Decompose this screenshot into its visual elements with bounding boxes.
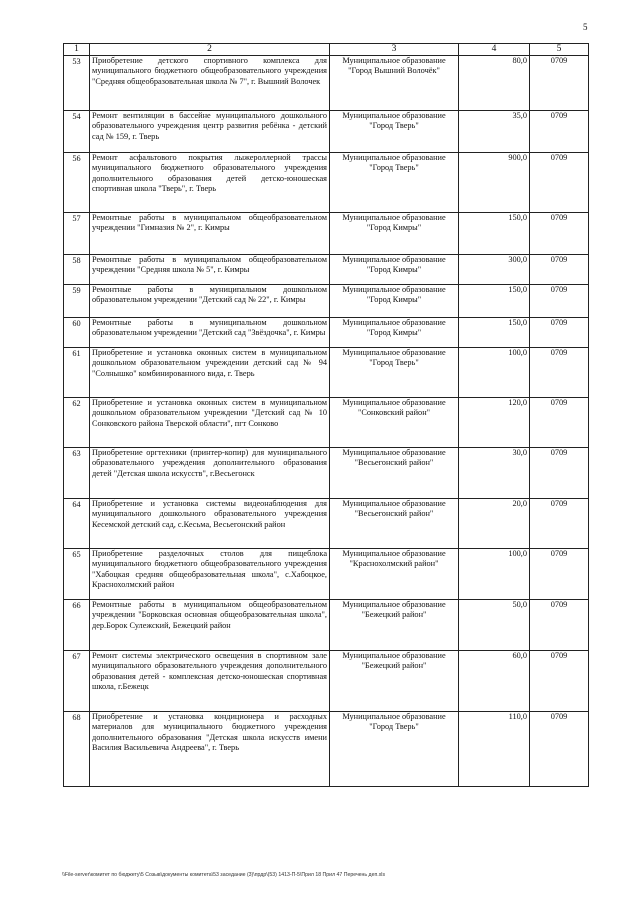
amount: 30,0 [459,448,530,499]
budget-code: 0709 [530,499,589,549]
item-description: Ремонтные работы в муниципальном общеобразовательном учреждении "Гимназия № 2", г. Кимры [90,213,330,255]
amount: 900,0 [459,153,530,213]
recipient-line-1: Муниципальное образование [342,213,446,222]
table-header-row [64,44,589,56]
recipient-line-2: "Город Кимры" [366,328,422,338]
file-path-footer: \\File-server\комитет по бюджету\5 Созыв\документы комитета\53 заседание (3)\прдр\(53) 1413-П-5\Прил 18 Прил 47 Перечень деп.xls [62,872,386,878]
recipient-line-2: "Город Тверь" [369,358,419,368]
row-number: 54 [64,111,90,153]
item-description: Ремонт асфальтового покрытия лыжероллерной трассы муниципального бюджетного образовательного учреждения дополнительного образования детей детско-юношеская спортивная школа "Тверь", г. Тверь [90,153,330,213]
budget-code: 0709 [530,255,589,285]
amount: 150,0 [459,213,530,255]
amount: 110,0 [459,712,530,787]
recipient-line-1: Муниципальное образование [342,153,446,162]
item-description: Приобретение и установка системы видеонаблюдения для муниципального дошкольного образовательного учреждения Кесемской детский сад, с.Кесьма, Весьегонский район [90,499,330,549]
budget-code: 0709 [530,651,589,712]
budget-code: 0709 [530,348,589,398]
recipient-line-1: Муниципальное образование [342,712,446,721]
recipient [330,499,459,549]
table-row [64,255,589,285]
table-row [64,348,589,398]
budget-code: 0709 [530,549,589,600]
item-description: Ремонт вентиляции в бассейне муниципального дошкольного образовательного учреждения центр развития ребёнка - детский сад № 159, г. Тверь [90,111,330,153]
recipient [330,56,459,111]
row-number: 60 [64,318,90,348]
recipient [330,285,459,318]
recipient-line-1: Муниципальное образование [342,499,446,508]
recipient-line-1: Муниципальное образование [342,398,446,407]
row-number: 56 [64,153,90,213]
recipient-line-2: "Сонковский район" [357,408,431,418]
row-number: 61 [64,348,90,398]
recipient [330,549,459,600]
recipient-line-2: "Бежецкий район" [361,661,427,671]
recipient-line-1: Муниципальное образование [342,318,446,327]
recipient-line-2: "Город Вышний Волочёк" [348,66,440,76]
recipient-line-2: "Весьегонский район" [354,509,434,519]
budget-code: 0709 [530,448,589,499]
budget-code: 0709 [530,600,589,651]
budget-code: 0709 [530,213,589,255]
recipient-line-1: Муниципальное образование [342,348,446,357]
item-description: Приобретение и установка оконных систем в муниципальном дошкольном образовательном учреждении "Детский сад № 10 Сонковского района Тверской области", пгт Сонково [90,398,330,448]
table-row [64,285,589,318]
item-description: Ремонт системы электрического освещения в спортивном зале муниципального образовательного учреждения дополнительного образования детей - комплексная детско-юношеская спортивная школа, г.Бежецк [90,651,330,712]
item-description: Приобретение и установка кондиционера и расходных материалов для муниципального бюджетного учреждения дополнительного образования "Детская школа искусств имени Василия Васильевича Андреева", г. Тверь [90,712,330,787]
item-description: Ремонтные работы в муниципальном общеобразовательном учреждении "Борковская основная общеобразовательная школа", дер.Борок Сулежский, Бежецкий район [90,600,330,651]
recipient [330,712,459,787]
header-cell: 5 [530,44,589,56]
recipient [330,398,459,448]
row-number: 53 [64,56,90,111]
recipient-line-1: Муниципальное образование [342,651,446,660]
header-cell: 4 [459,44,530,56]
page-number: 5 [583,22,588,32]
row-number: 64 [64,499,90,549]
amount: 150,0 [459,285,530,318]
recipient [330,255,459,285]
table-row [64,111,589,153]
table-row [64,153,589,213]
item-description: Ремонтные работы в муниципальном дошкольном образовательном учреждении "Детский сад "Звёздочка", г. Кимры [90,318,330,348]
recipient-line-2: "Город Тверь" [369,722,419,732]
allocation-table [63,43,589,787]
budget-code: 0709 [530,153,589,213]
amount: 300,0 [459,255,530,285]
budget-code: 0709 [530,56,589,111]
recipient-line-2: "Весьегонский район" [354,458,434,468]
header-cell: 2 [90,44,330,56]
amount: 100,0 [459,348,530,398]
budget-code: 0709 [530,318,589,348]
amount: 80,0 [459,56,530,111]
item-description: Ремонтные работы в муниципальном общеобразовательном учреждении "Средняя школа № 5", г. Кимры [90,255,330,285]
table-row [64,549,589,600]
item-description: Приобретение оргтехники (принтер-копир) для муниципального образовательного учреждения дополнительного образования детей "Детская школа искусств", г.Весьегонск [90,448,330,499]
table-row [64,213,589,255]
row-number: 66 [64,600,90,651]
recipient-line-2: "Город Кимры" [366,265,422,275]
table-row [64,318,589,348]
table-row [64,651,589,712]
table-row [64,600,589,651]
budget-code: 0709 [530,712,589,787]
item-description: Ремонтные работы в муниципальном дошкольном образовательном учреждении "Детский сад № 22", г. Кимры [90,285,330,318]
recipient [330,213,459,255]
table-row [64,56,589,111]
table-row [64,398,589,448]
amount: 35,0 [459,111,530,153]
budget-code: 0709 [530,285,589,318]
amount: 100,0 [459,549,530,600]
amount: 50,0 [459,600,530,651]
recipient-line-1: Муниципальное образование [342,285,446,294]
recipient [330,153,459,213]
recipient-line-2: "Город Кимры" [366,223,422,233]
recipient-line-2: "Город Кимры" [366,295,422,305]
recipient-line-1: Муниципальное образование [342,56,446,65]
row-number: 58 [64,255,90,285]
recipient [330,348,459,398]
row-number: 67 [64,651,90,712]
recipient-line-1: Муниципальное образование [342,255,446,264]
recipient-line-1: Муниципальное образование [342,549,446,558]
table-row [64,712,589,787]
row-number: 65 [64,549,90,600]
row-number: 68 [64,712,90,787]
recipient-line-2: "Бежецкий район" [361,610,427,620]
amount: 60,0 [459,651,530,712]
amount: 150,0 [459,318,530,348]
item-description: Приобретение детского спортивного комплекса для муниципального бюджетного общеобразовательного учреждения "Средняя общеобразовательная школа № 7", г. Вышний Волочек [90,56,330,111]
recipient-line-1: Муниципальное образование [342,448,446,457]
recipient-line-1: Муниципальное образование [342,600,446,609]
amount: 120,0 [459,398,530,448]
row-number: 63 [64,448,90,499]
row-number: 62 [64,398,90,448]
recipient [330,318,459,348]
item-description: Приобретение и установка оконных систем в муниципальном дошкольном образовательном учреждении детский сад № 94 "Солнышко" комбинированного вида, г. Тверь [90,348,330,398]
recipient-line-1: Муниципальное образование [342,111,446,120]
header-cell: 1 [64,44,90,56]
header-cell: 3 [330,44,459,56]
recipient [330,448,459,499]
item-description: Приобретение разделочных столов для пищеблока муниципального бюджетного общеобразовательного учреждения "Хабоцкая средняя общеобразовательная школа", с.Хабоцкое, Краснохолмский район [90,549,330,600]
recipient-line-2: "Город Тверь" [369,121,419,131]
row-number: 59 [64,285,90,318]
budget-code: 0709 [530,111,589,153]
table-row [64,448,589,499]
row-number: 57 [64,213,90,255]
budget-code: 0709 [530,398,589,448]
amount: 20,0 [459,499,530,549]
recipient-line-2: "Краснохолмский район" [349,559,439,569]
recipient-line-2: "Город Тверь" [369,163,419,173]
recipient [330,600,459,651]
table-row [64,499,589,549]
recipient [330,111,459,153]
recipient [330,651,459,712]
